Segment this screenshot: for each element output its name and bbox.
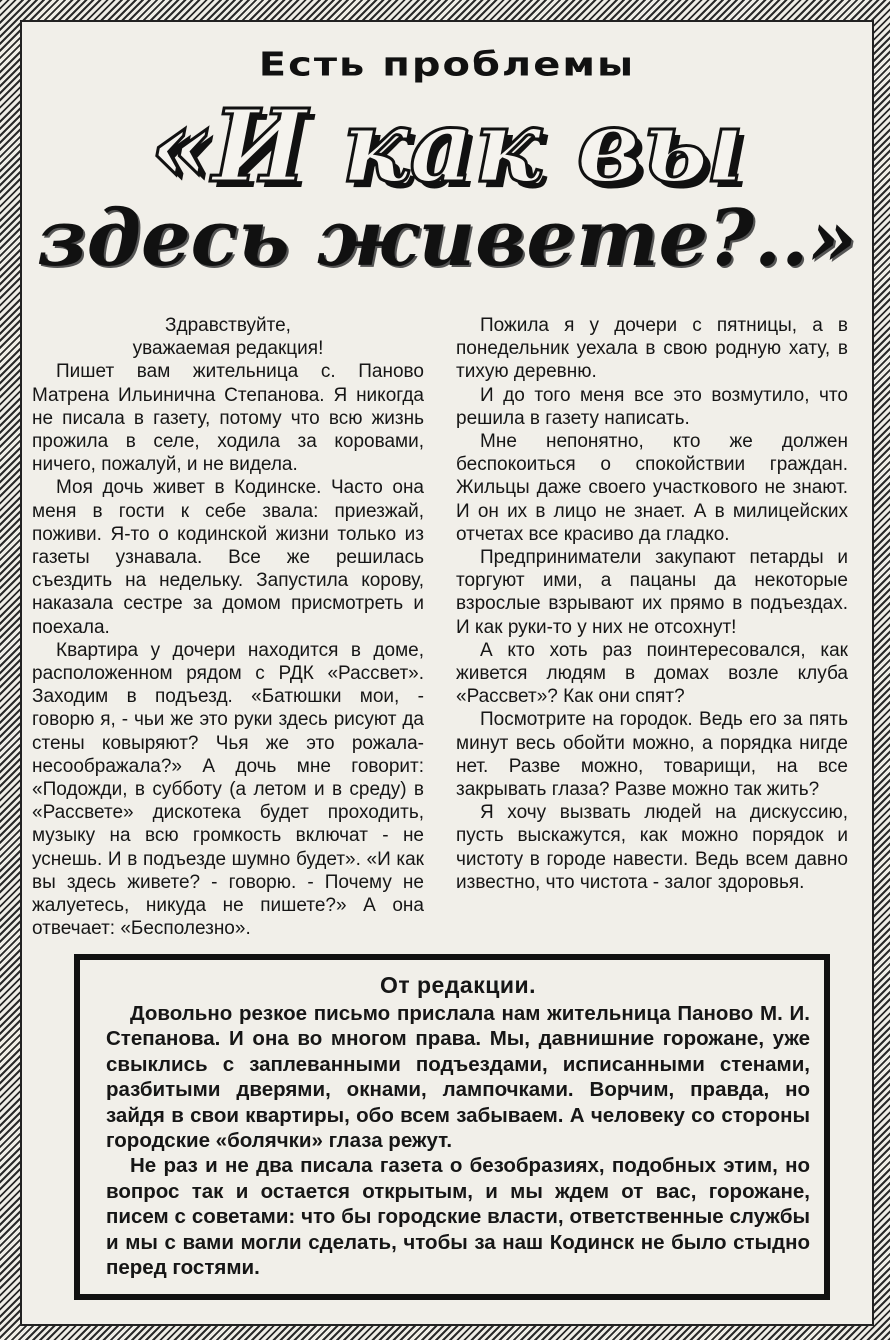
editorial-title: От редакции.	[379, 972, 537, 998]
headline-line-1: «И как вы	[149, 87, 745, 205]
editorial-paragraph: Довольно резкое письмо прислала нам жительница Паново М. И. Степанова. И она во многом права. Мы, давнишние горожане, уже свыклись с заплеванными подъездами, исписанными стенами, разбитыми дверями, окнами, лампочками. Ворчим, правда, но зайдя в свои квартиры, обо всем забываем. А человеку со стороны городские «болячки» глаза режут.	[106, 1002, 810, 1153]
letter-paragraph: А кто хоть раз поинтересовался, как живется людям в домах возле клуба «Рассвет»? Как они спят?	[456, 639, 848, 708]
editorial-box	[74, 954, 830, 1300]
letter-paragraph: Квартира у дочери находится в доме, расположенном рядом с РДК «Рассвет». Заходим в подъезд. «Батюшки мои, - говорю я, - чьи же это руки здесь рисуют да стены ковыряют? Чья же это рожала-несоображала?» А дочь мне говорит: «Подожди, в субботу (а летом и в среду) в «Рассвете» дискотека будет проходить, музыку на всю громкость включат - не уснешь. И в подъезде шумно будет». «И как вы здесь живете? - говорю. - Почему не жалуетесь, никуда не пишете?» А она отвечает: «Бесполезно».	[32, 639, 424, 940]
letter-paragraph: Пожила я у дочери с пятницы, а в понедельник уехала в свою родную хату, в тихую деревню.	[456, 315, 848, 383]
letter-paragraph: И до того меня все это возмутило, что решила в газету написать.	[456, 384, 848, 429]
rubric-heading: Есть проблемы	[258, 46, 636, 84]
headline-line-2: здесь живете?..»	[36, 193, 858, 284]
editorial-paragraph: Не раз и не два писала газета о безобразиях, подобных этим, но вопрос так и остается открытым, и мы ждем от вас, горожане, писем с советами: что бы городские власти, ответственные службы и мы с вами могли сделать, чтобы за наш Кодинск не было стыдно перед гостями.	[106, 1154, 810, 1280]
letter-paragraph: Мне непонятно, кто же должен беспокоиться о спокойствии граждан. Жильцы даже своего участкового не знают. И он их в лицо не знает. А в милицейских отчетах все красиво да гладко.	[456, 431, 848, 545]
article	[20, 20, 874, 1326]
letter-paragraph: Посмотрите на городок. Ведь его за пять минут весь обойти можно, а порядка нигде нет. Разве можно, товарищи, на все закрывать глаза? Разве можно так жить?	[456, 709, 848, 801]
greeting-line: Здравствуйте,	[165, 315, 291, 336]
letter-column-left	[32, 314, 424, 940]
letter-paragraph: Предприниматели закупают петарды и торгуют ими, а пацаны да некоторые взрослые взрывают их прямо в подъездах. И как руки-то у них не отсохнут!	[456, 547, 848, 638]
letter-paragraph: Я хочу вызвать людей на дискуссию, пусть выскажутся, как можно порядок и чистоту в городе навести. Ведь всем давно известно, что чистота - залог здоровья.	[456, 802, 848, 893]
letter-paragraph: Моя дочь живет в Кодинске. Часто она меня в гости к себе звала: приезжай, поживи. Я-то о кодинской жизни только из газеты узнавала. Все же решилась съездить на недельку. Запустила корову, наказала сестре за домом присмотреть и поехала.	[32, 477, 424, 638]
greeting-line: уважаемая редакция!	[132, 338, 324, 360]
letter-paragraph: Пишет вам жительница с. Паново Матрена Ильинична Степанова. Я никогда не писала в газету, потому что всю жизнь прожила в селе, ходила за коровами, ничего, пожалуй, и не видела.	[32, 361, 424, 476]
letter-column-right	[456, 314, 848, 894]
